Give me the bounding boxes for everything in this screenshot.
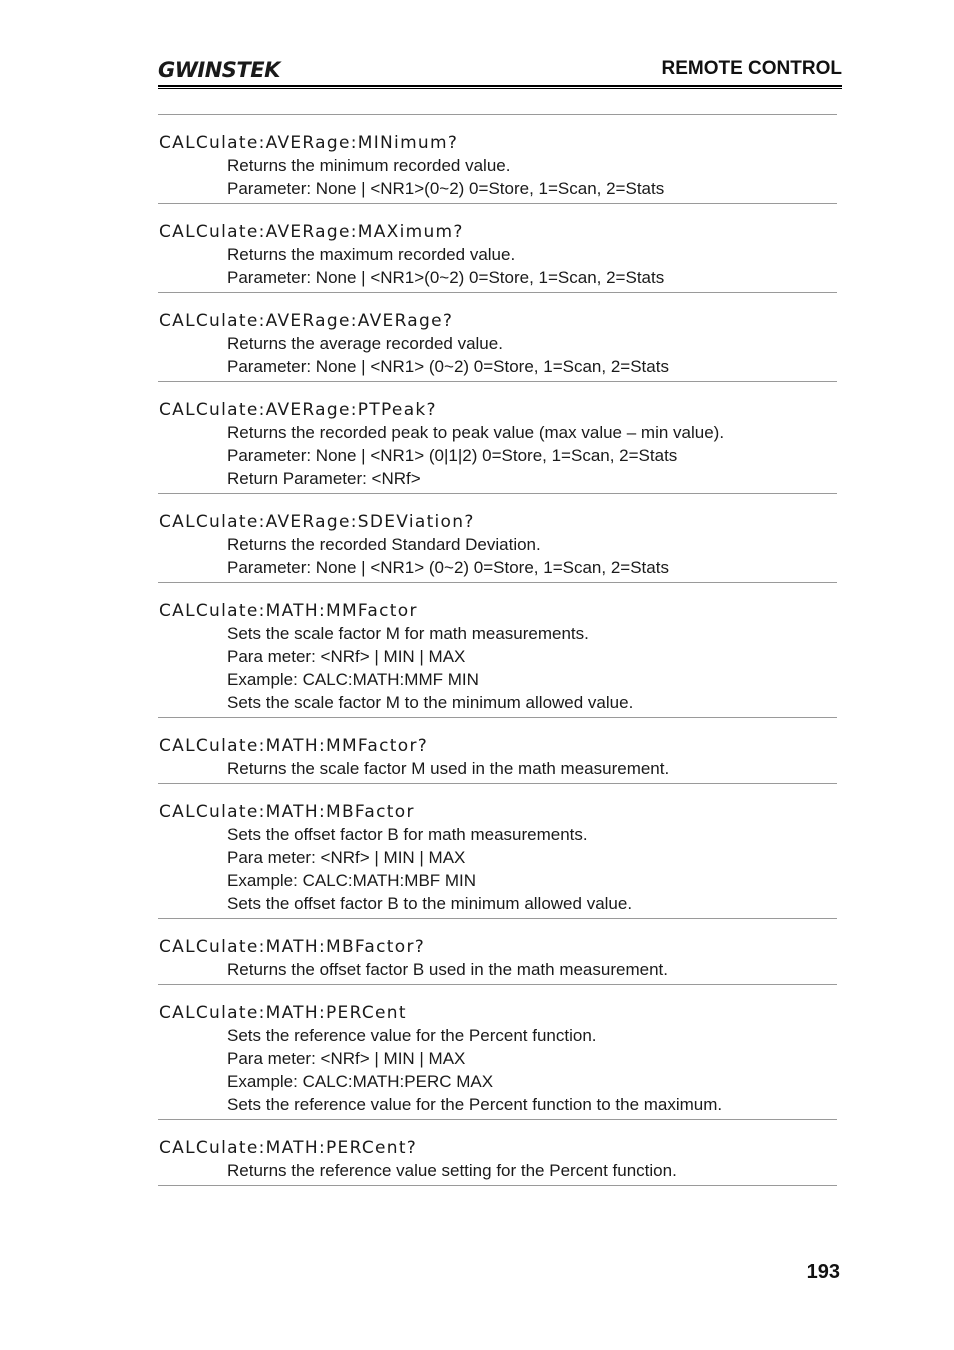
command-description-line: Example: CALC:MATH:MBF MIN xyxy=(227,871,477,890)
command-description-line: Parameter: None | <NR1> (0~2) 0=Store, 1=Scan, 2=Stats xyxy=(227,357,669,376)
command-description-line: Returns the average recorded value. xyxy=(227,334,503,353)
section-title: REMOTE CONTROL xyxy=(661,58,842,79)
command-description-line: Sets the offset factor B for math measurements. xyxy=(227,825,588,844)
command-description-line: Parameter: None | <NR1>(0~2) 0=Store, 1=Scan, 2=Stats xyxy=(227,179,665,198)
command-description-line: Returns the recorded Standard Deviation. xyxy=(227,535,541,554)
command-entry xyxy=(158,382,837,494)
page-number: 193 xyxy=(806,1261,840,1283)
command-description-line: Parameter: None | <NR1>(0~2) 0=Store, 1=Scan, 2=Stats xyxy=(227,268,665,287)
command-description-line: Sets the offset factor B to the minimum allowed value. xyxy=(227,894,633,913)
header-rule xyxy=(158,85,842,87)
header-rule-secondary xyxy=(158,88,842,89)
command-description-line: Returns the minimum recorded value. xyxy=(227,156,511,175)
command-entry xyxy=(158,583,837,718)
command-description-line: Sets the reference value for the Percent function to the maximum. xyxy=(227,1095,723,1114)
command-description-line: Sets the scale factor M to the minimum allowed value. xyxy=(227,693,634,712)
command-entry xyxy=(158,115,837,204)
command-entry xyxy=(158,784,837,919)
command-name: CALCulate:AVERage:SDEViation? xyxy=(159,512,475,532)
command-name: CALCulate:AVERage:PTPeak? xyxy=(159,400,437,420)
command-description-line: Returns the reference value setting for the Percent function. xyxy=(227,1161,677,1180)
gwinstek-logo: GWINSTEK xyxy=(158,58,280,82)
command-description-line: Para meter: <NRf> | MIN | MAX xyxy=(227,647,466,666)
page-header xyxy=(158,56,842,86)
command-entry xyxy=(158,1120,837,1186)
command-description-line: Sets the reference value for the Percent function. xyxy=(227,1026,597,1045)
command-entry xyxy=(158,494,837,583)
command-description-line: Example: CALC:MATH:PERC MAX xyxy=(227,1072,494,1091)
command-entry xyxy=(158,718,837,784)
command-entry xyxy=(158,919,837,985)
command-name: CALCulate:MATH:PERCent xyxy=(159,1003,407,1023)
command-description-line: Return Parameter: <NRf> xyxy=(227,469,421,488)
command-description-line: Returns the scale factor M used in the math measurement. xyxy=(227,759,670,778)
command-description-line: Parameter: None | <NR1> (0~2) 0=Store, 1=Scan, 2=Stats xyxy=(227,558,669,577)
command-name: CALCulate:AVERage:AVERage? xyxy=(159,311,454,331)
command-description-line: Sets the scale factor M for math measurements. xyxy=(227,624,589,643)
command-description-line: Returns the recorded peak to peak value (max value – min value). xyxy=(227,423,725,442)
command-name: CALCulate:MATH:MMFactor? xyxy=(159,736,429,756)
command-description-line: Para meter: <NRf> | MIN | MAX xyxy=(227,1049,466,1068)
command-list xyxy=(158,114,837,1186)
command-description-line: Parameter: None | <NR1> (0|1|2) 0=Store, 1=Scan, 2=Stats xyxy=(227,446,678,465)
command-name: CALCulate:AVERage:MAXimum? xyxy=(159,222,464,242)
command-description-line: Para meter: <NRf> | MIN | MAX xyxy=(227,848,466,867)
command-name: CALCulate:MATH:MBFactor? xyxy=(159,937,426,957)
command-description-line: Returns the maximum recorded value. xyxy=(227,245,516,264)
command-description-line: Example: CALC:MATH:MMF MIN xyxy=(227,670,479,689)
command-name: CALCulate:MATH:PERCent? xyxy=(159,1138,418,1158)
command-name: CALCulate:AVERage:MINimum? xyxy=(159,133,459,153)
command-description-line: Returns the offset factor B used in the math measurement. xyxy=(227,960,668,979)
command-entry xyxy=(158,204,837,293)
command-entry xyxy=(158,293,837,382)
command-name: CALCulate:MATH:MBFactor xyxy=(159,802,415,822)
command-entry xyxy=(158,985,837,1120)
command-name: CALCulate:MATH:MMFactor xyxy=(159,601,418,621)
